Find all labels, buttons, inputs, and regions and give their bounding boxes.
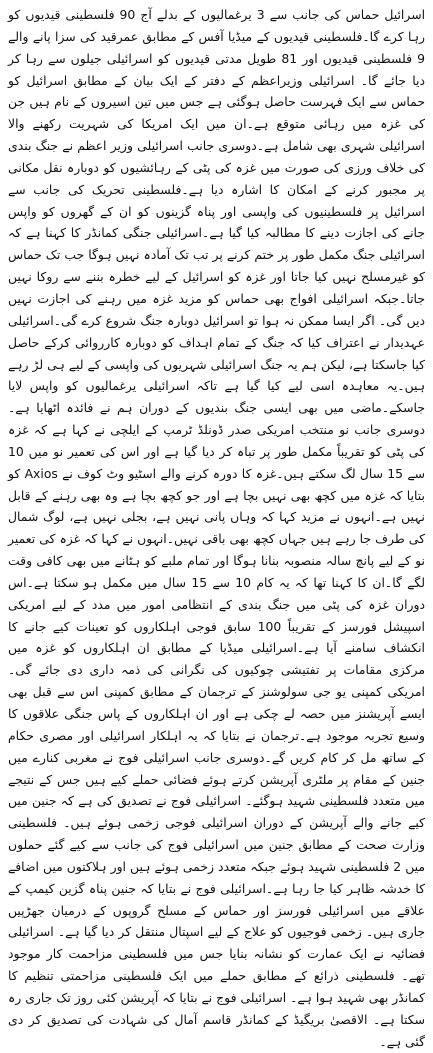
article-body-text: اسرائیل حماس کی جانب سے 3 یرغمالیوں کے بدلے آج 90 فلسطینی قیدیوں کو رہا کرے گا۔فلسطینی قیدیوں کے میڈیا آفس کے مطابق عمرقید کی سزا پانے والے 9 فلسطینی قیدیوں اور 81 طویل مدتی قیدیوں کو اسرائیلی جیلوں سے رہا کر دیا جائے گا۔ اسرائیلی وزیراعظم کے دفتر کے ایک بیان کے مطابق اسرائیل کو حماس سے ایک فہرست حاصل ہوگئی ہے جس میں تین اسیروں کے نام ہیں جن کی غزہ میں رہائی متوقع ہے۔ان میں ایک امریکا کی شہریت رکھنے والا اسرائیلی شہری بھی شامل ہے۔دوسری جانب اسرائیلی وزیر اعظم نے جنگ بندی کی خلاف ورزی کی صورت میں غزہ کی پٹی کے رہائشیوں کو دوبارہ نقل مکانی پر مجبور کرنے کے امکان کا اشارہ دیا ہے۔فلسطینی تحریک کی جانب سے اسرائیل پر فلسطینیوں کی واپسی اور پناہ گزینوں کو ان کے گھروں کو واپس جانے کی اجازت دینے کا مطالبہ کیا گیا ہے۔اسرائیلی جنگی کمانڈر کا کہنا ہے کہ اسرائیلی جنگ مکمل طور پر ختم کرنے پر تب تک آمادہ نہیں ہوگا جب تک حماس کو غیرمسلح نہیں کیا جاتا اور غزہ کو اسرائیل کے لیے خطرہ بننے سے روکا نہیں جاتا۔جبکہ اسرائیلی افواج بھی حماس کو مزید غزہ میں رہنے کی اجازت نہیں دیں گی۔ اگر ایسا ممکن نہ ہوا تو اسرائیل دوبارہ جنگ شروع کرے گی۔اسرائیلی عہدیدار نے اعتراف کیا کہ جنگ کے تمام اہداف کو دوبارہ کارروائی کرکے حاصل کیا جاسکتا ہے، لیکن ہم یہ جنگ اسرائیلی شہریوں کی واپسی کے لیے ہی لڑ رہے ہیں۔یہ معاہدہ اسی لیے کیا گیا ہے تاکہ اسرائیلی یرغمالیوں کو واپس لایا جاسکے۔ماضی میں بھی ایسی جنگ بندیوں کے دوران ہم نے فائدہ اٹھایا ہے۔دوسری جانب نو منتخب امریکی صدر ڈونلڈ ٹرمپ کے ایلچی نے کہا ہے کہ غزہ کی پٹی کو تقریباً مکمل طور پر تباہ کر دیا گیا ہے اور اس کی تعمیر نو میں 10 سے 15 سال لگ سکتے ہیں۔غزہ کا دورہ کرنے والے اسٹیو وٹ کوف نے Axios کو بتایا کہ غزہ میں کچھ بھی نہیں بچا ہے اور جو کچھ بچا ہے وہ بھی رہنے کے قابل نہیں ہے۔انہوں نے مزید کہا کہ وہاں پانی نہیں ہے، بجلی نہیں ہے، لوگ شمال کی طرف جا رہے ہیں جہاں کچھ بھی باقی نہیں۔انہوں نے کہا کہ غزہ کی تعمیر نو کے لیے پانچ سالہ منصوبہ بنانا ہوگا اور تمام ملبے کو ہٹانے میں بھی کافی وقت لگے گا۔ان کا کہنا تھا کہ یہ کام 10 سے 15 سال میں مکمل ہو سکتا ہے۔اس دوران غزہ کی پٹی میں جنگ بندی کے انتظامی امور میں مدد کے لیے امریکی اسپیشل فورسز کے تقریباً 100 سابق فوجی اہلکاروں کو تعینات کیے جانے کا انکشاف سامنے آیا ہے۔اسرائیلی میڈیا کے مطابق ان اہلکاروں کو غزہ میں مرکزی مقامات پر تفتیشی چوکیوں کی نگرانی کی ذمہ داری دی جائے گی۔ امریکی کمپنی یو جی سولوشنز کے ترجمان کے مطابق کمپنی اس سے قبل بھی ایسے آپریشنز میں حصہ لے چکی ہے اور ان اہلکاروں کے پاس جنگی علاقوں کا وسیع تجربہ موجود ہے۔ترجمان نے بتایا کہ یہ اہلکار اسرائیلی اور مصری حکام کے ساتھ مل کر کام کریں گے۔دوسری جانب اسرائیلی فوج نے مغربی کنارے میں جنین کے مقام پر ملٹری آپریشن کرتے ہوئے فضائی حملے کیے ہیں جس کے نتیجے میں متعدد فلسطینی شہید ہوگئے۔ اسرائیلی فوج نے تصدیق کی ہے کہ جنین میں کیے جانے والے آپریشن کے دوران اسرائیلی فوجی زخمی ہوئے ہیں۔ فلسطینی وزارت صحت کے مطابق جنین میں اسرائیلی فوج کی جانب سے کیے گئے حملوں میں 2 فلسطینی شہید ہوئے جبکہ متعدد زخمی ہوئے ہیں اور ہلاکتوں میں اضافے کا خدشہ ظاہر کیا جا رہا ہے۔اسرائیلی فوج نے بتایا کہ جنین پناہ گزین کیمپ کے علاقے میں اسرائیلی فورسز اور حماس کے مسلح گروپوں کے درمیان جھڑپیں جاری ہیں۔ زخمی فوجیوں کو علاج کے لیے اسپتال منتقل کر دیا گیا ہے۔ اسرائیلی فضائیہ نے ایک عمارت کو نشانہ بنایا جس میں فلسطینی مزاحمت کار موجود تھے۔ فلسطینی ذرائع کے مطابق حملے میں ایک فلسطینی مزاحمتی تنظیم کا کمانڈر بھی شہید ہوا ہے۔ اسرائیلی فوج نے بتایا کہ آپریشن کئی روز تک جاری رہ سکتا ہے۔ الاقصیٰ بریگیڈ کے کمانڈر قاسم آمال کی شہادت کی تصدیق کر دی گئی ہے۔ [8, 7, 426, 1049]
